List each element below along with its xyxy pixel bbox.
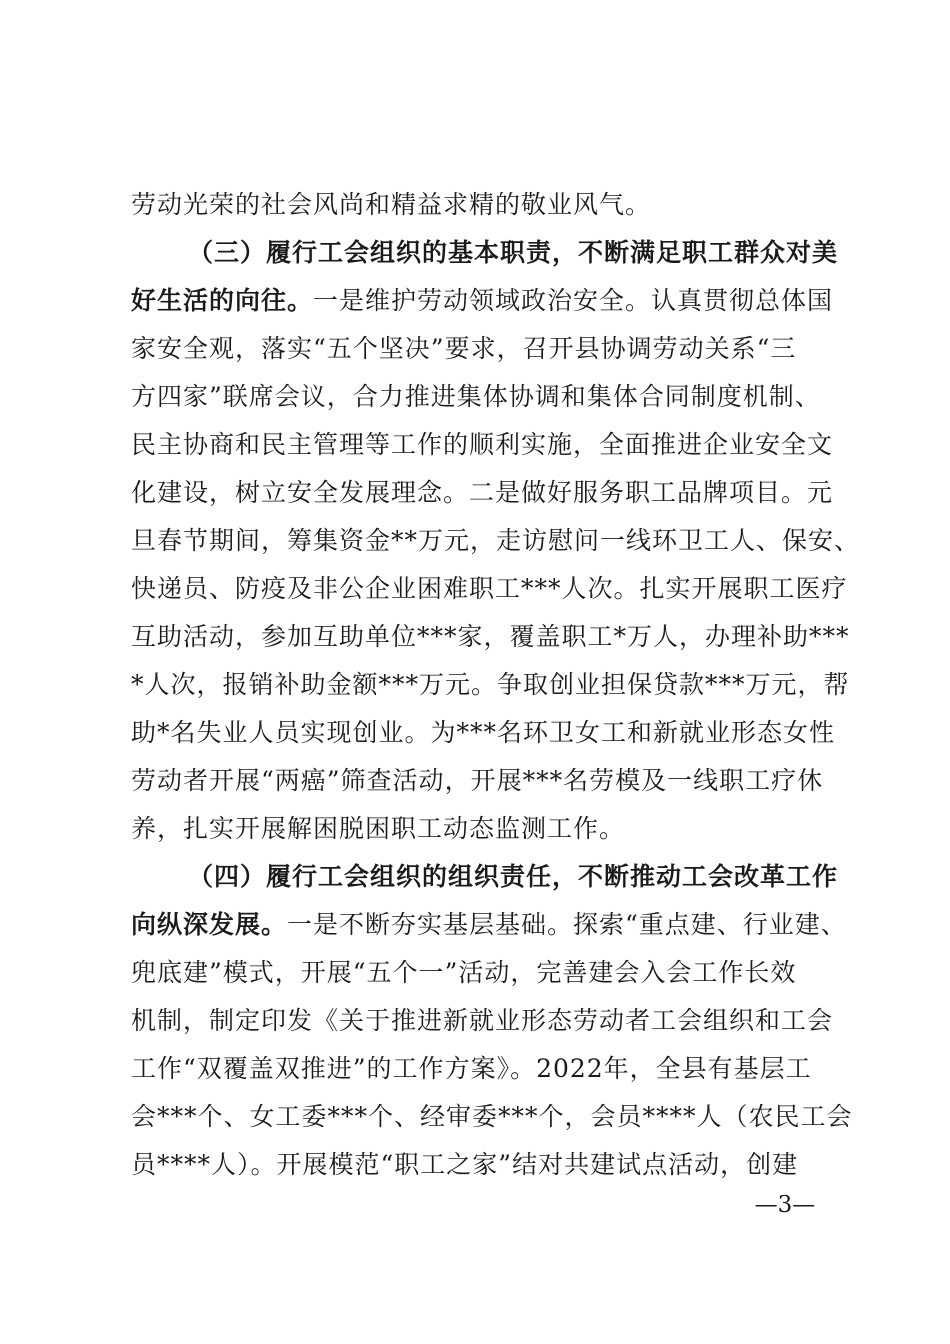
paragraph-line: 助*名失业人员实现创业。为***名环卫女工和新就业形态女性 [131, 718, 836, 747]
paragraph-line: 互助活动，参加互助单位***家，覆盖职工*万人，办理补助*** [131, 622, 850, 651]
paragraph-text: 一是不断夯实基层基础。探索“重点建、行业建、 [287, 910, 847, 939]
paragraph-line: 旦春节期间，筹集资金**万元，走访慰问一线环卫工人、保安、 [131, 526, 861, 555]
section-heading-4-continuation [131, 908, 847, 942]
page-number: —3— [754, 1192, 816, 1218]
paragraph-line: *人次，报销补助金额***万元。争取创业担保贷款***万元，帮 [131, 670, 850, 699]
section-heading-3: （三）履行工会组织的基本职责，不断满足职工群众对美 [188, 238, 839, 267]
section-heading-3-continuation [131, 284, 834, 318]
paragraph-line: 方四家”联席会议，合力推进集体协调和集体合同制度机制、 [131, 382, 821, 411]
section-heading-4: （四）履行工会组织的组织责任，不断推动工会改革工作 [188, 862, 839, 891]
paragraph-line: 兜底建”模式，开展“五个一”活动，完善建会入会工作长效 [131, 958, 797, 987]
paragraph-line: 家安全观，落实“五个坚决”要求，召开县协调劳动关系“三 [131, 334, 797, 363]
paragraph-line: 民主协商和民主管理等工作的顺利实施，全面推进企业安全文 [131, 430, 834, 459]
paragraph-line: 化建设，树立安全发展理念。二是做好服务职工品牌项目。元 [131, 478, 834, 507]
heading-tail: 好生活的向往。 [131, 286, 314, 315]
paragraph-line: 机制，制定印发《关于推进新就业形态劳动者工会组织和工会 [131, 1006, 834, 1035]
heading-tail: 向纵深发展。 [131, 910, 288, 939]
paragraph-line: 工作“双覆盖双推进”的工作方案》。2022年，全县有基层工 [131, 1054, 812, 1083]
paragraph-line: 员****人）。开展模范“职工之家”结对共建试点活动，创建 [131, 1150, 799, 1179]
paragraph-line: 养，扎实开展解困脱困职工动态监测工作。 [131, 814, 626, 843]
paragraph-line: 会***个、女工委***个、经审委***个，会员****人（农民工会 [131, 1102, 853, 1131]
paragraph-line: 劳动者开展“两癌”筛查活动，开展***名劳模及一线职工疗休 [131, 766, 824, 795]
paragraph-line: 快递员、防疫及非公企业困难职工***人次。扎实开展职工医疗 [131, 574, 848, 603]
paragraph-line: 劳动光荣的社会风尚和精益求精的敬业风气。 [131, 190, 652, 219]
paragraph-text: 一是维护劳动领域政治安全。认真贯彻总体国 [313, 286, 834, 315]
